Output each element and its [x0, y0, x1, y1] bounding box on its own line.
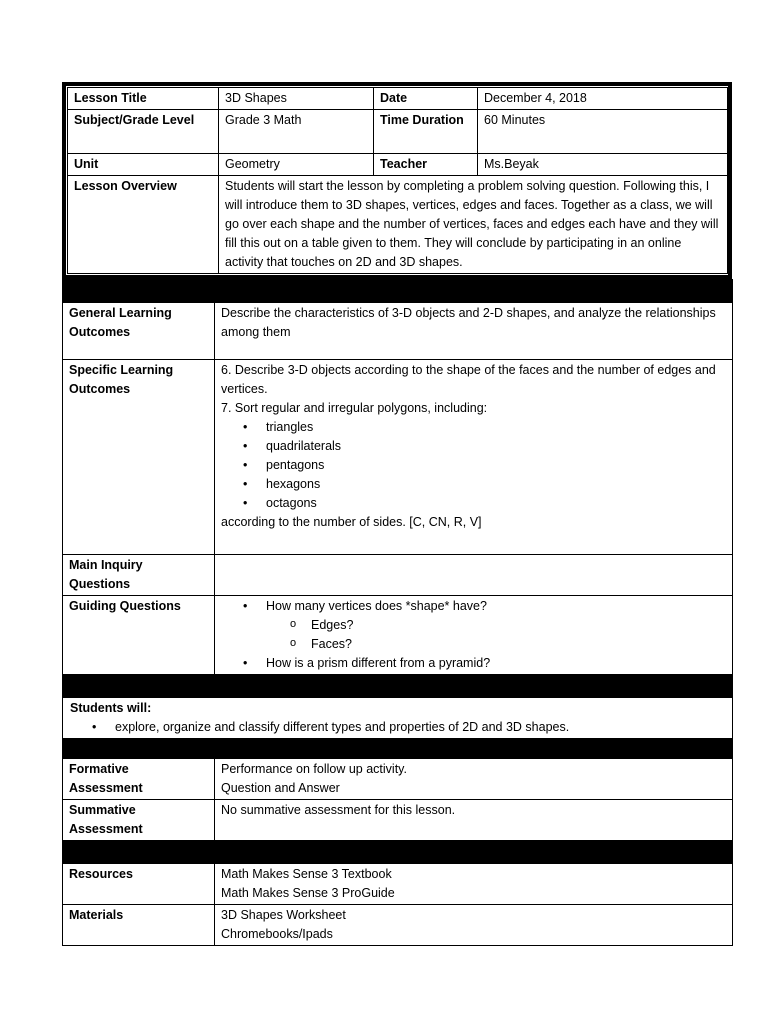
list-item: • pentagons	[221, 456, 726, 475]
formative-item-2: Question and Answer	[221, 781, 340, 795]
students-will-heading: Students will:	[70, 701, 152, 715]
guiding-sub-list	[221, 616, 726, 654]
list-item: • hexagons	[221, 475, 726, 494]
formative-label-2: Assessment	[69, 781, 143, 795]
duration-value: 60 Minutes	[478, 110, 728, 154]
material-item: 3D Shapes Worksheet	[221, 908, 346, 922]
summative-label	[63, 800, 215, 841]
lesson-header-table	[67, 87, 728, 274]
date-value: December 4, 2018	[478, 88, 728, 110]
inquiry-label-2: Questions	[69, 577, 131, 591]
lesson-title-value: 3D Shapes	[219, 88, 374, 110]
general-outcomes-label-2: Outcomes	[69, 325, 131, 339]
section-divider	[63, 739, 733, 759]
teacher-value: Ms.Beyak	[478, 154, 728, 176]
section-divider	[63, 280, 733, 303]
subject-label: Subject/Grade Level	[68, 110, 219, 154]
specific-outcome-7: 7. Sort regular and irregular polygons, including:	[221, 401, 488, 415]
specific-outcomes-label	[63, 360, 215, 555]
lesson-header-box	[62, 82, 732, 279]
unit-value: Geometry	[219, 154, 374, 176]
unit-label: Unit	[68, 154, 219, 176]
specific-outcome-note: according to the number of sides. [C, CN, R, V]	[221, 515, 482, 529]
resource-item: Math Makes Sense 3 ProGuide	[221, 886, 395, 900]
resources-cell	[215, 864, 733, 905]
summative-text: No summative assessment for this lesson.	[215, 800, 733, 841]
lesson-plan-document	[62, 82, 732, 946]
inquiry-questions-text	[215, 555, 733, 596]
general-outcomes-label-1: General Learning	[69, 306, 172, 320]
specific-outcomes-cell	[215, 360, 733, 555]
section-divider	[63, 675, 733, 698]
materials-label: Materials	[63, 905, 215, 946]
lesson-title-label: Lesson Title	[68, 88, 219, 110]
specific-outcome-6: 6. Describe 3-D objects according to the shape of the faces and the number of edges and vertices.	[221, 363, 716, 396]
list-item: • How many vertices does *shape* have?	[221, 597, 726, 616]
overview-text: Students will start the lesson by completing a problem solving question. Following this, I will introduce them to 3D shapes, vertices, edges and faces. Together as a class, we will go over each shape and the number of vertices, faces and edges each have and they will fill this out on a table given to them. They will conclude by participating in an online activity that touches on 2D and 3D shapes.	[219, 176, 728, 274]
resource-item: Math Makes Sense 3 Textbook	[221, 867, 392, 881]
overview-label: Lesson Overview	[68, 176, 219, 274]
list-item: • octagons	[221, 494, 726, 513]
specific-outcomes-label-2: Outcomes	[69, 382, 131, 396]
students-will-list	[70, 718, 726, 737]
list-item: • explore, organize and classify different types and properties of 2D and 3D shapes.	[70, 718, 726, 737]
list-item: • quadrilaterals	[221, 437, 726, 456]
general-outcomes-text: Describe the characteristics of 3-D objects and 2-D shapes, and analyze the relationships among them	[215, 303, 733, 360]
guiding-list-2	[221, 654, 726, 673]
subject-value: Grade 3 Math	[219, 110, 374, 154]
resources-label: Resources	[63, 864, 215, 905]
guiding-questions-cell	[215, 596, 733, 675]
list-item: o Edges?	[221, 616, 726, 635]
material-item: Chromebooks/Ipads	[221, 927, 333, 941]
guiding-list	[221, 597, 726, 616]
formative-label	[63, 759, 215, 800]
students-will-cell	[63, 698, 733, 739]
date-label: Date	[374, 88, 478, 110]
guiding-questions-label: Guiding Questions	[63, 596, 215, 675]
section-divider	[63, 841, 733, 864]
inquiry-questions-label	[63, 555, 215, 596]
summative-label-2: Assessment	[69, 822, 143, 836]
specific-outcomes-label-1: Specific Learning	[69, 363, 174, 377]
teacher-label: Teacher	[374, 154, 478, 176]
list-item: • How is a prism different from a pyramid?	[221, 654, 726, 673]
inquiry-label-1: Main Inquiry	[69, 558, 143, 572]
list-item: • triangles	[221, 418, 726, 437]
lesson-main-table	[62, 279, 733, 946]
formative-label-1: Formative	[69, 762, 129, 776]
formative-item-1: Performance on follow up activity.	[221, 762, 407, 776]
summative-label-1: Summative	[69, 803, 136, 817]
list-item: o Faces?	[221, 635, 726, 654]
general-outcomes-label	[63, 303, 215, 360]
duration-label: Time Duration	[374, 110, 478, 154]
polygon-list	[221, 418, 726, 513]
materials-cell	[215, 905, 733, 946]
formative-cell	[215, 759, 733, 800]
